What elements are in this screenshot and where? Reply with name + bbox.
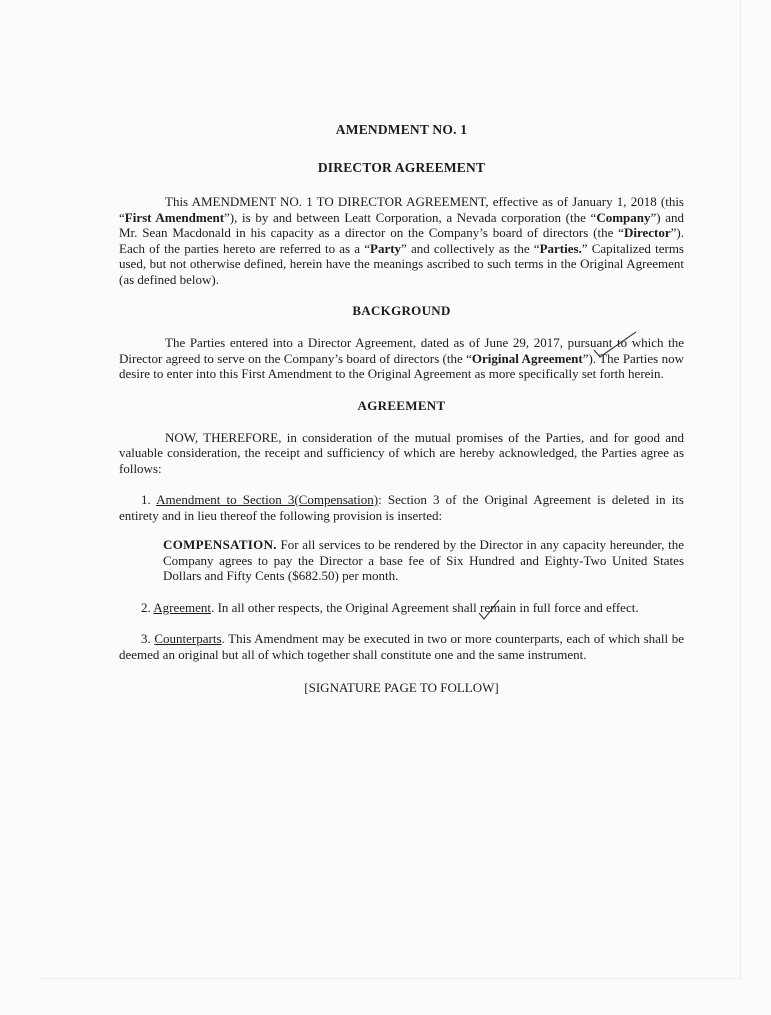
item-3-title: Counterparts — [154, 631, 222, 646]
document-body — [119, 122, 684, 696]
item-2: 2. Agreement. In all other respects, the Original Agreement shall remain in full force and effect. — [141, 599, 639, 615]
agreement-heading: AGREEMENT — [357, 397, 446, 413]
background-paragraph: The Parties entered into a Director Agreement, dated as of June 29, 2017, pursuant to which the Director agreed to serve on the Company’s board of directors (the “Original Agreement”). The Parties now desire to enter into this First Amendment to the Original Agreement as more specifically set forth herein. — [119, 335, 684, 381]
scan-edge — [740, 0, 741, 980]
document-subtitle: DIRECTOR AGREEMENT — [317, 160, 486, 175]
intro-paragraph: This AMENDMENT NO. 1 TO DIRECTOR AGREEMENT, effective as of January 1, 2018 (this “First Amendment”), is by and between Leatt Corporation, a Nevada corporation (the “Company”) and Mr. Sean Macdonald in his capacity as a director on the Company’s board of directors (the “Director”). Each of the parties hereto are referred to as a “Party” and collectively as the “Parties.” Capitalized terms used, but not otherwise defined, herein have the meanings ascribed to such terms in the Original Agreement (as defined below). — [119, 194, 685, 287]
item-3: 3. Counterparts. This Amendment may be executed in two or more counterparts, each of which shall be deemed an original but all of which together shall constitute one and the same instrument. — [119, 631, 684, 662]
background-heading: BACKGROUND — [352, 303, 451, 318]
signature-page-note: [SIGNATURE PAGE TO FOLLOW] — [304, 680, 499, 695]
item-1: 1. Amendment to Section 3(Compensation): Section 3 of the Original Agreement is deleted in its entirety and in lieu thereof the following provision is inserted: — [119, 492, 684, 523]
document-title: AMENDMENT NO. 1 — [335, 122, 468, 137]
compensation-provision: COMPENSATION. For all services to be rendered by the Director in any capacity hereunder, the Company agrees to pay the Director a base fee of Six Hundred and Eighty-Two United States Dollars and Fifty Cents ($682.50) per month. — [163, 537, 684, 583]
item-2-title: Agreement — [153, 599, 212, 615]
scan-bottom-edge — [40, 978, 740, 979]
item-1-title: Amendment to Section 3(Compensation) — [156, 492, 379, 507]
agreement-intro-paragraph: NOW, THEREFORE, in consideration of the mutual promises of the Parties, and for good and valuable consideration, the receipt and sufficiency of which are hereby acknowledged, the Parties agree as follows: — [119, 429, 684, 476]
